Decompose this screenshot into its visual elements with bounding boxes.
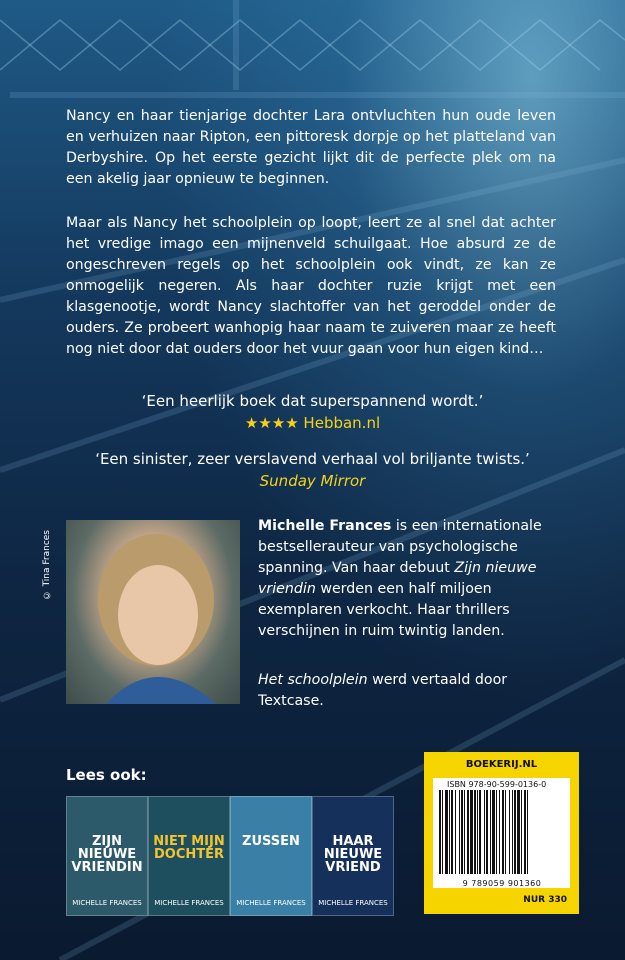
barcode-box [424,752,579,914]
barcode-bar [470,790,473,874]
barcode-bar [474,790,476,874]
translation-text: werd vertaald door Textcase. [258,672,508,709]
book-title-3: ZUSSEN [242,834,300,849]
barcode-panel [433,778,570,888]
blurb-paragraph-2: Maar als Nancy het schoolplein op loopt, leert ze al snel dat achter het vredige imago een mijnenveld schuilgaat. Hoe absurd ze de ongeschreven regels op het schoolplein ook vindt, ze kan ze onmogelijk negeren. Als haar dochter ruzie krijgt met een klasgenootje, wordt Nancy slachtoffer van het geroddel onder de ouders. Ze probeert wanhopig haar naam te zuiveren maar ze heeft nog niet door dat ouders door het vuur gaan voor hun eigen kind… [66,215,556,357]
barcode-bar [502,790,504,874]
book-title-1: ZIJN NIEUWE VRIENDIN [71,834,143,875]
lees-ook-label: Lees ook: [66,766,147,784]
barcode-bar [451,790,453,874]
review-source-2: Sunday Mirror [259,472,366,490]
isbn-text: ISBN 978-90-599-0136-0 [447,780,547,789]
translation-note [258,670,558,712]
barcode-bar [479,790,481,874]
blurb-paragraph-1: Nancy en haar tienjarige dochter Lara ontvluchten hun oude leven en verhuizen naar Ripton, een pittoresk dorpje op het platteland van Derbyshire. Op het eerste gezicht lijkt dit de perfecte plek om na een akelig jaar opnieuw te beginnen. [66,108,556,187]
barcode-bar [486,790,488,874]
barcode-bar [512,790,513,874]
barcode-bar [496,790,497,874]
author-name: Michelle Frances [258,518,392,534]
author-bio [258,516,558,642]
barcode-bar [527,790,528,874]
book-title-4: HAAR NIEUWE VRIEND [323,834,383,875]
book-author-3: MICHELLE FRANCES [236,899,306,907]
barcode-bar [492,790,495,874]
book-cover-2[interactable] [148,796,230,916]
review-source-1: ★★★★ Hebban.nl [244,414,381,432]
barcode-bar [455,790,456,874]
barcode-bar [505,790,506,874]
barcode-bar [490,790,491,874]
barcode-bar [464,790,465,874]
review-quote-1: ‘Een heerlijk boek dat superspannend wordt.’ [141,392,484,410]
photo-credit: © Tina Frances [42,530,52,600]
barcode-bar [477,790,478,874]
barcode-bar [521,790,522,874]
book-cover-4[interactable] [312,796,394,916]
debut-title: Zijn nieuwe vriendin [258,560,537,597]
barcode-number: 9 789059 901360 [462,879,542,888]
author-bio-text-b: werden een half miljoen exemplaren verkocht. Haar thrillers verschijnen in ruim twintig landen. [258,581,510,639]
barcode-bar [484,790,485,874]
book-cover-3[interactable] [230,796,312,916]
translation-title: Het schoolplein [258,672,368,688]
nur-code: NUR 330 [523,895,567,905]
barcode-bar [439,790,441,874]
barcode-bar [467,790,469,874]
barcode-bar [461,790,463,874]
barcode-bars [437,790,566,876]
barcode-bar [499,790,500,874]
book-cover-1[interactable] [66,796,148,916]
barcode-bar [517,790,520,874]
author-photo [66,520,240,704]
barcode-bar [514,790,516,874]
barcode-bar [445,790,448,874]
book-author-1: MICHELLE FRANCES [72,899,142,907]
barcode-bar [459,790,460,874]
barcode-bar [449,790,450,874]
publisher-site: BOEKERIJ.NL [465,759,538,770]
barcode-bar [524,790,526,874]
book-author-4: MICHELLE FRANCES [318,899,388,907]
review-quote-2: ‘Een sinister, zeer verslavend verhaal vol briljante twists.’ [95,450,530,468]
book-author-2: MICHELLE FRANCES [154,899,224,907]
book-title-2: NIET MIJN DOCHTER [153,834,225,862]
barcode-bar [442,790,443,874]
barcode-bar [509,790,510,874]
author-bio-text-a: is een internationale bestsellerauteur van psychologische spanning. Van haar debuut [258,518,542,576]
author-portrait-illustration [66,520,240,704]
